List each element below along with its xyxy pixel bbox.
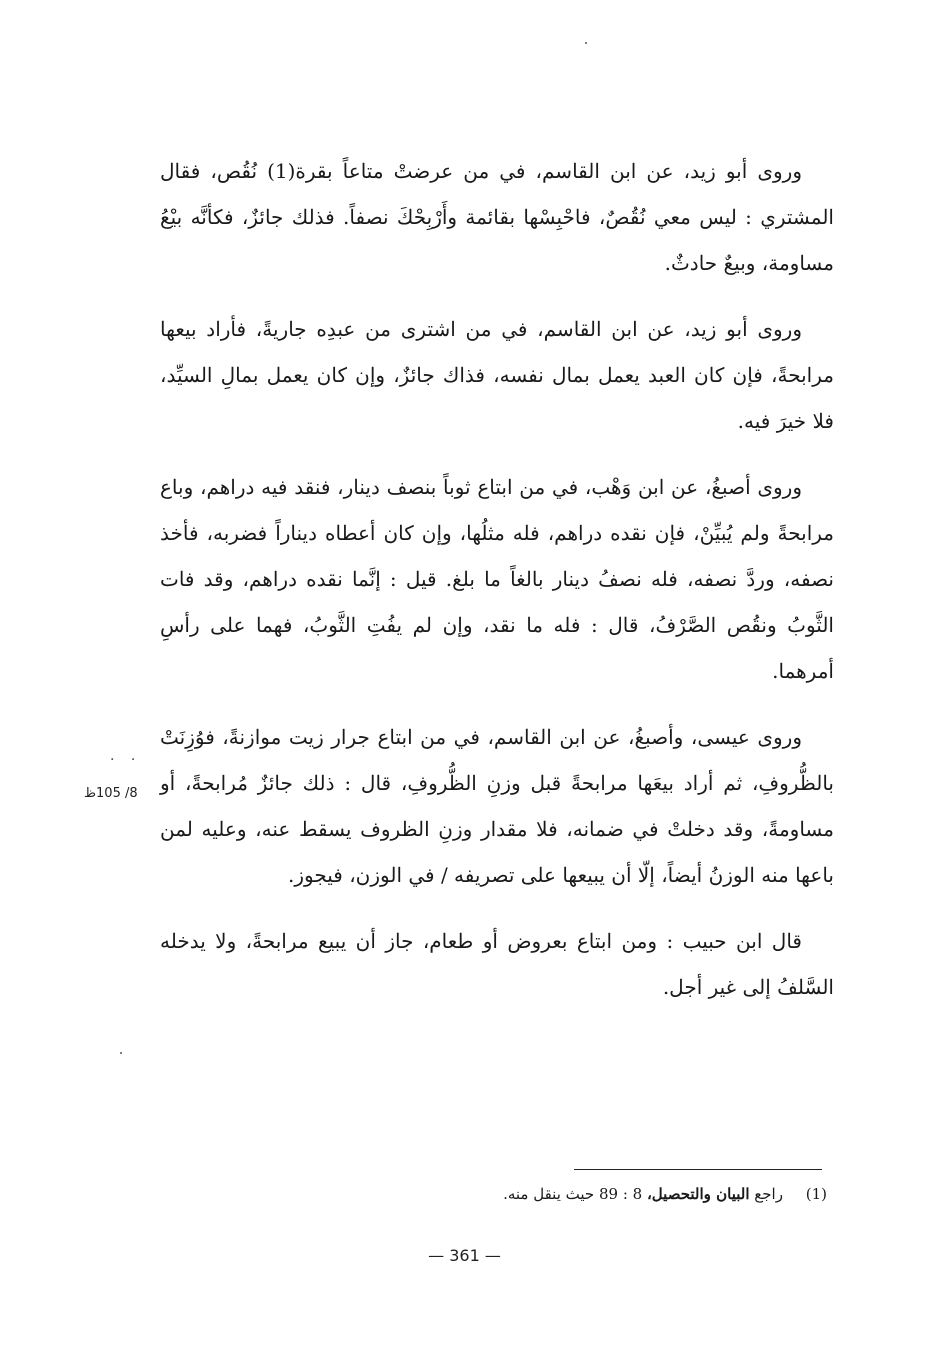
paragraph-3: وروى أصبغُ، عن ابن وَهْب، في من ابتاع ثوباً بنصف دينار، فنقد فيه دراهم، وباع مرابحةً ولم يُبيِّنْ، فإن نقده دراهم، فله مثلُها، وإن كان أعطاه ديناراً فضربه، فأخذ نصفه، وردَّ نصفه، فله نصفُ دينار بالغاً ما بلغ. قيل : إنَّما نقده دراهم، وقد فات الثَّوبُ ونقُص الصَّرْفُ، قال : فله ما نقد، وإن لم يفُتِ الثَّوبُ، فهما على رأسِ أمرهما.: [160, 475, 834, 683]
footnote: [300, 1180, 827, 1208]
footnote-separator: [574, 1169, 822, 1170]
manuscript-folio-reference: 8/ 105ظ: [84, 786, 138, 801]
margin-dots: . .: [110, 748, 142, 764]
footnote-lead: راجع: [754, 1185, 783, 1203]
footnote-number: (1): [805, 1185, 827, 1203]
footnote-text: 8 : 89 حيث ينقل منه.: [503, 1185, 643, 1203]
paragraph-4: وروى عيسى، وأصبغُ، عن ابن القاسم، في من ابتاع جرار زيت موازنةً، فوُزِنَتْ بالظُّروفِ، ثم أراد بيعَها مرابحةً قبل وزنِ الظُّروفِ، قال : ذلك جائزٌ مُرابحةً، أو مساومةً، وقد دخلتْ في ضمانه، فلا مقدار وزنِ الظروف يسقط عنه، وعليه لمن باعها منه الوزنُ أيضاً، إلّا أن يبيعها على تصريفه / في الوزن، فيجوز.: [160, 725, 834, 887]
paragraph-5: قال ابن حبيب : ومن ابتاع بعروض أو طعام، جاز أن يبيع مرابحةً، ولا يدخله السَّلفُ إلى غير أجل.: [160, 929, 834, 999]
footnote-source-title: البيان والتحصيل،: [646, 1185, 750, 1203]
paragraph-2: وروى أبو زيد، عن ابن القاسم، في من اشترى من عبدِه جاريةً، فأراد بيعها مرابحةً، فإن كان العبد يعمل بمال نفسه، فذاك جائزٌ، وإن كان يعمل بمالِ السيِّد، فلا خيرَ فيه.: [160, 317, 834, 433]
scan-speck: [585, 42, 587, 44]
page-number: — 361 —: [428, 1246, 501, 1265]
scan-speck: [120, 1052, 122, 1054]
paragraph-1: وروى أبو زيد، عن ابن القاسم، في من عرضتْ متاعاً بقرة(1) نُقُص، فقال المشتري : ليس معي نُقُصٌ، فاحْبِسْها بقائمة وأَرْبِحْكَ نصفاً. فذلك جائزٌ، فكأنَّه بيْعُ مساومة، وبيعٌ حادثٌ.: [160, 159, 834, 275]
main-text: [160, 148, 834, 1030]
